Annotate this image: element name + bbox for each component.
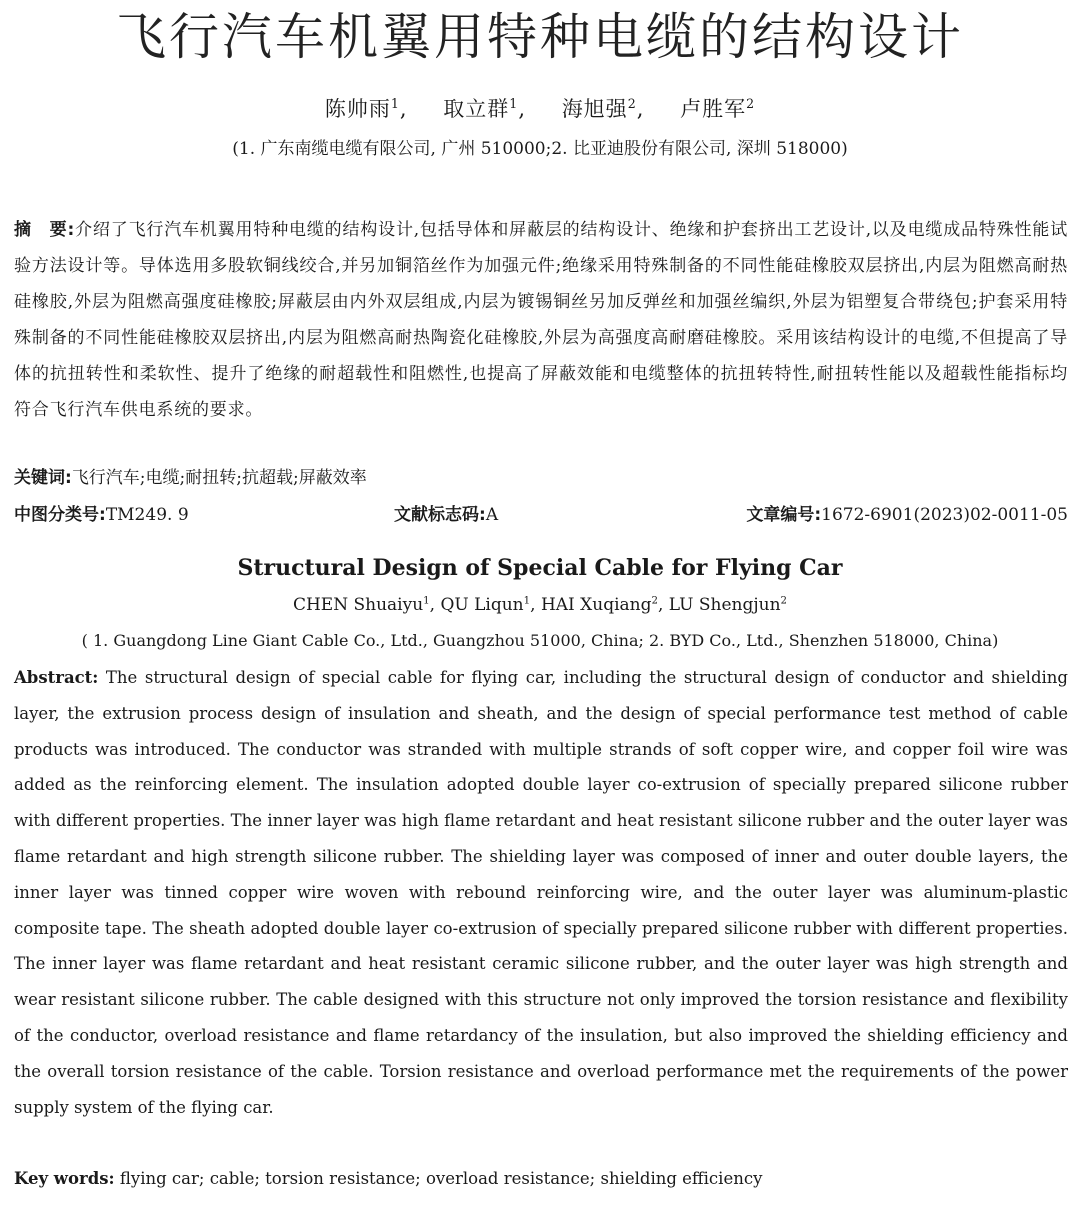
- english-affiliation: ( 1. Guangdong Line Giant Cable Co., Ltd., Guangzhou 51000, China; 2. BYD Co., Ltd., Shenzhen 518000, China): [81, 631, 999, 650]
- chinese-keywords-text: 飞行汽车;电缆;耐扭转;抗超载;屏蔽效率: [71, 468, 367, 488]
- chinese-affiliation: (1. 广东南缆电缆有限公司, 广州 510000;2. 比亚迪股份有限公司, 深圳 518000): [232, 139, 848, 159]
- chinese-author: 陈帅雨$^1$,: [324, 96, 408, 121]
- english-abstract-label: Abstract:: [14, 668, 99, 687]
- english-abstract-text: The structural design of special cable for flying car, including the structural design of conductor and shielding layer, the extrusion process design of insulation and sheath, and the design of special performance test method of cable products was introduced. The conductor was stranded with multiple strands of soft copper wire, and copper foil wire was added as the reinforcing element. The insulation adopted double layer co-extrusion of specially prepared silicone rubber with different properties. The inner layer was high flame retardant and heat resistant silicone rubber and the outer layer was flame retardant and high strength silicone rubber. The shielding layer was composed of inner and outer double layers, the inner layer was tinned copper wire woven with rebound reinforcing wire, and the outer layer was aluminum-plastic composite tape. The sheath adopted double layer co-extrusion of specially prepared silicone rubber with different properties. The inner layer was flame retardant and heat resistant ceramic silicone rubber, and the outer layer was high strength and wear resistant silicone rubber. The cable designed with this structure not only improved the torsion resistance and flexibility of the conductor, overload resistance and flame retardancy of the insulation, but also improved the shielding efficiency and the overall torsion resistance of the cable. Torsion resistance and overload performance met the requirements of the power supply system of the flying car.: [14, 668, 1068, 1117]
- chinese-author: 取立群$^1$,: [443, 96, 526, 121]
- english-keywords-text: flying car; cable; torsion resistance; overload resistance; shielding efficiency: [114, 1169, 763, 1188]
- clc-number: 中图分类号:TM249. 9: [14, 505, 189, 525]
- english-author: LU Shengjun$^2$: [668, 595, 788, 615]
- chinese-author: 卢胜军$^2$: [680, 96, 756, 121]
- english-keywords-label: Key words:: [14, 1169, 115, 1188]
- document-code: 文献标志码:A: [394, 505, 499, 525]
- chinese-abstract-text: 介绍了飞行汽车机翼用特种电缆的结构设计,包括导体和屏蔽层的结构设计、绝缘和护套挤出工艺设计,以及电缆成品特殊性能试验方法设计等。导体选用多股软铜线绞合,并另加铜箔丝作为加强元件;绝缘采用特殊制备的不同性能硅橡胶双层挤出,内层为阻燃高耐热硅橡胶,外层为阻燃高强度硅橡胶;屏蔽层由内外双层组成,内层为镀锡铜丝另加反弹丝和加强丝编织,外层为铝塑复合带绕包;护套采用特殊制备的不同性能硅橡胶双层挤出,内层为阻燃高耐热陶瓷化硅橡胶,外层为高强度高耐磨硅橡胶。采用该结构设计的电缆,不但提高了导体的抗扭转性和柔软性、提升了绝缘的耐超载性和阻燃性,也提高了屏蔽效能和电缆整体的抗扭转特性,耐扭转性能以及超载性能指标均符合飞行汽车供电系统的要求。: [14, 220, 1068, 420]
- chinese-authors: [0, 92, 1080, 126]
- chinese-keywords: [14, 462, 1068, 494]
- english-author: QU Liqun$^1$,: [440, 595, 541, 615]
- chinese-author: 海旭强$^2$,: [561, 96, 645, 121]
- english-title: Structural Design of Special Cable for Flying Car: [237, 555, 843, 581]
- english-abstract: [14, 660, 1068, 1125]
- english-keywords: [14, 1163, 1068, 1195]
- english-author: HAI Xuqiang$^2$,: [540, 595, 669, 615]
- english-author: CHEN Shuaiyu$^1$,: [292, 595, 441, 615]
- chinese-keywords-label: 关键词:: [14, 468, 72, 488]
- article-number: 文章编号:1672-6901(2023)02-0011-05: [746, 505, 1068, 525]
- english-authors: [0, 590, 1080, 620]
- chinese-abstract: [14, 212, 1068, 428]
- chinese-title: 飞行汽车机翼用特种电缆的结构设计: [116, 8, 964, 66]
- chinese-abstract-label: 摘 要:: [14, 220, 76, 240]
